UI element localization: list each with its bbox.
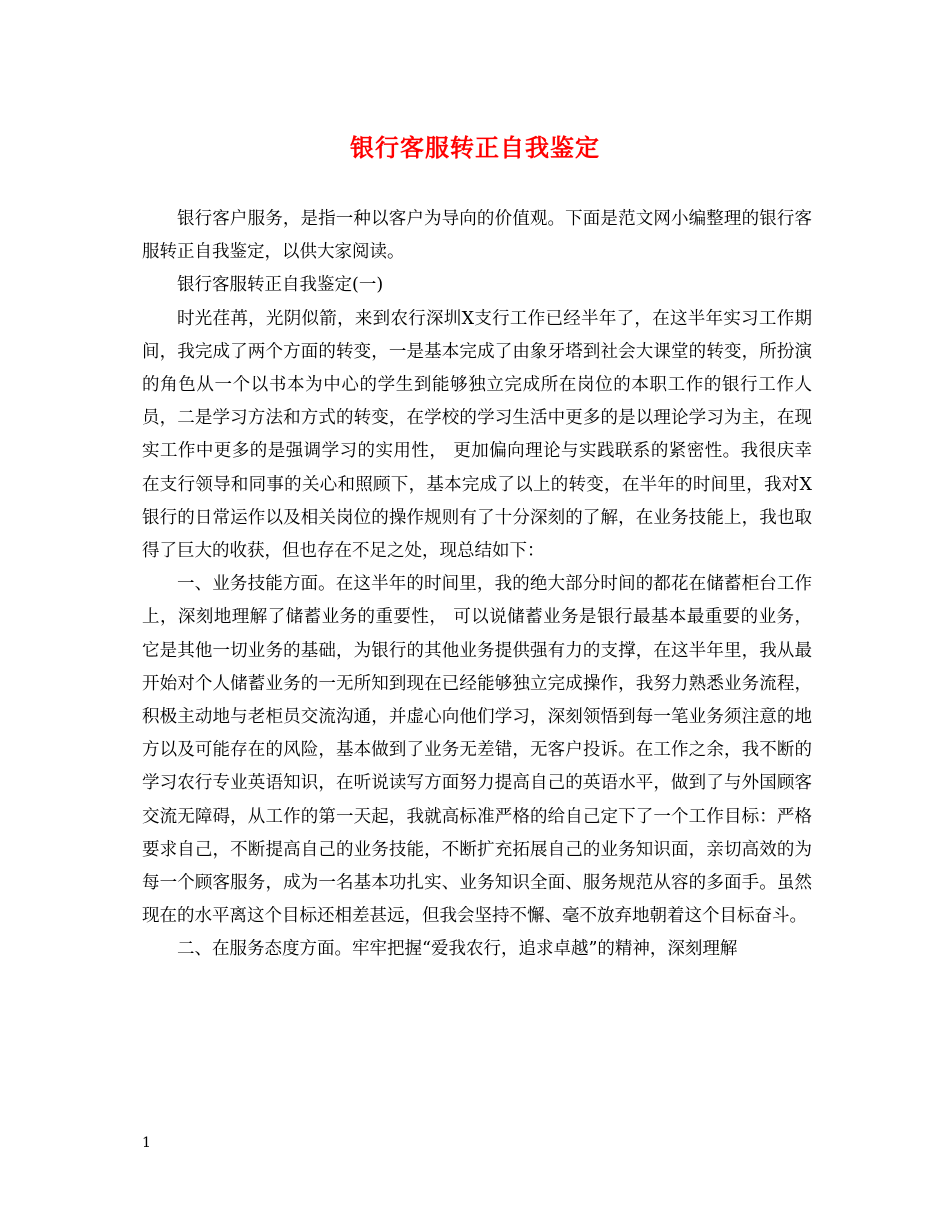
section-heading: 银行客服转正自我鉴定(一): [177, 275, 384, 296]
body-paragraph: 时光荏苒，光阴似箭，来到农行深圳X支行工作已经半年了，在这半年实习工作期间，我完成了两个方面的转变，一是基本完成了由象牙塔到社会大课堂的转变，所扮演的角色从一个以书本为中心的学生到能够独立完成所在岗位的本职工作的银行工作人员，二是学习方法和方式的转变，在学校的学习生活中更多的是以理论学习为主，在现实工作中更多的是强调学习的实用性， 更加偏向理论与实践联系的紧密性。我很庆幸在支行领导和同事的关心和照顾下，基本完成了以上的转变，在半年的时间里，我对X银行的日常运作以及相关岗位的操作规则有了十分深刻的了解，在业务技能上，我也取得了巨大的收获，但也存在不足之处，现总结如下：: [142, 308, 812, 562]
body-paragraph: 一、业务技能方面。在这半年的时间里，我的绝大部分时间的都花在储蓄柜台工作上，深刻地理解了储蓄业务的重要性， 可以说储蓄业务是银行最基本最重要的业务，它是其他一切业务的基础，为银行的其他业务提供强有力的支撑，在这半年里，我从最开始对个人储蓄业务的一无所知到现在已经能够独立完成操作，我努力熟悉业务流程，积极主动地与老柜员交流沟通，并虚心向他们学习，深刻领悟到每一笔业务须注意的地方以及可能存在的风险，基本做到了业务无差错，无客户投诉。在工作之余，我不断的学习农行专业英语知识，在听说读写方面努力提高自己的英语水平，做到了与外国顾客交流无障碍，从工作的第一天起，我就高标准严格的给自己定下了一个工作目标：严格要求自己，不断提高自己的业务技能，不断扩充拓展自己的业务知识面，亲切高效的为每一个顾客服务，成为一名基本功扎实、业务知识全面、服务规范从容的多面手。虽然现在的水平离这个目标还相差甚远，但我会坚持不懈、毫不放弃地朝着这个目标奋斗。: [142, 574, 812, 927]
body-paragraph: 二、在服务态度方面。牢牢把握“爱我农行，追求卓越”的精神，深刻理解: [177, 939, 738, 960]
document-title: 银行客服转正自我鉴定: [350, 133, 600, 162]
intro-paragraph: 银行客户服务，是指一种以客户为导向的价值观。下面是范文网小编整理的银行客服转正自我鉴定，以供大家阅读。: [142, 209, 812, 263]
page-number: 1: [142, 1135, 151, 1151]
document-body: [142, 203, 812, 967]
